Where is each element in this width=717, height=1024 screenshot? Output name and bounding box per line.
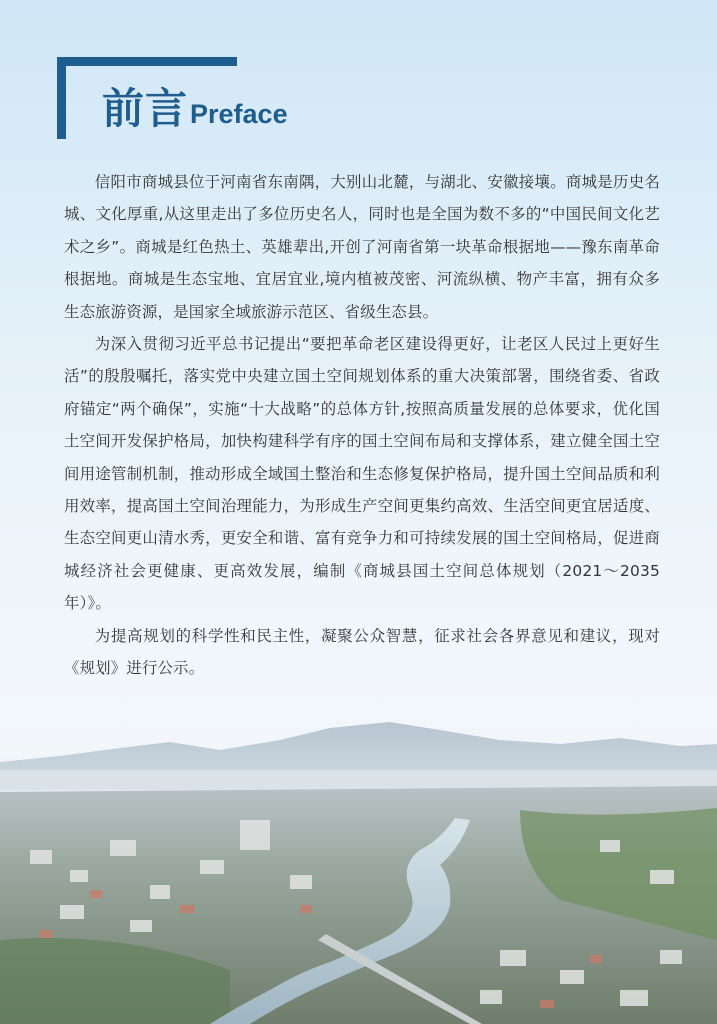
preface-body <box>64 166 660 685</box>
corner-bracket-left <box>57 57 66 139</box>
paragraph-intro: 信阳市商城县位于河南省东南隅，大别山北麓，与湖北、安徽接壤。商城是历史名城、文化厚重,从这里走出了多位历史名人，同时也是全国为数不多的“中国民间文化艺术之乡”。商城是红色热土、英雄辈出,开创了河南省第一块革命根据地——豫东南革命根据地。商城是生态宝地、宜居宜业,境内植被茂密、河流纵横、物产丰富，拥有众多生态旅游资源，是国家全域旅游示范区、省级生态县。 <box>64 173 660 321</box>
paragraph-planning: 为深入贯彻习近平总书记提出“要把革命老区建设得更好，让老区人民过上更好生活”的殷殷嘱托，落实党中央建立国土空间规划体系的重大决策部署，围绕省委、省政府锚定“两个确保”，实施“十大战略”的总体方针,按照高质量发展的总体要求，优化国土空间开发保护格局，加快构建科学有序的国土空间布局和支撑体系，建立健全国土空间用途管制机制，推动形成全域国土整治和生态修复保护格局，提升国土空间品质和利用效率，提高国土空间治理能力，为形成生产空间更集约高效、生活空间更宜居适度、生态空间更山清水秀，更安全和谐、富有竞争力和可持续发展的国土空间格局，促进商城经济社会更健康、更高效发展，编制《商城县国土空间总体规划（2021～2035年）》。 <box>64 335 660 613</box>
corner-bracket-top <box>57 57 237 66</box>
title-chinese: 前言 <box>102 84 189 133</box>
page-title <box>102 84 288 133</box>
aerial-city-photo <box>0 700 717 1024</box>
paragraph-notice: 为提高规划的科学性和民主性，凝聚公众智慧，征求社会各界意见和建议，现对《规划》进行公示。 <box>64 626 660 678</box>
title-english: Preface <box>190 99 288 129</box>
